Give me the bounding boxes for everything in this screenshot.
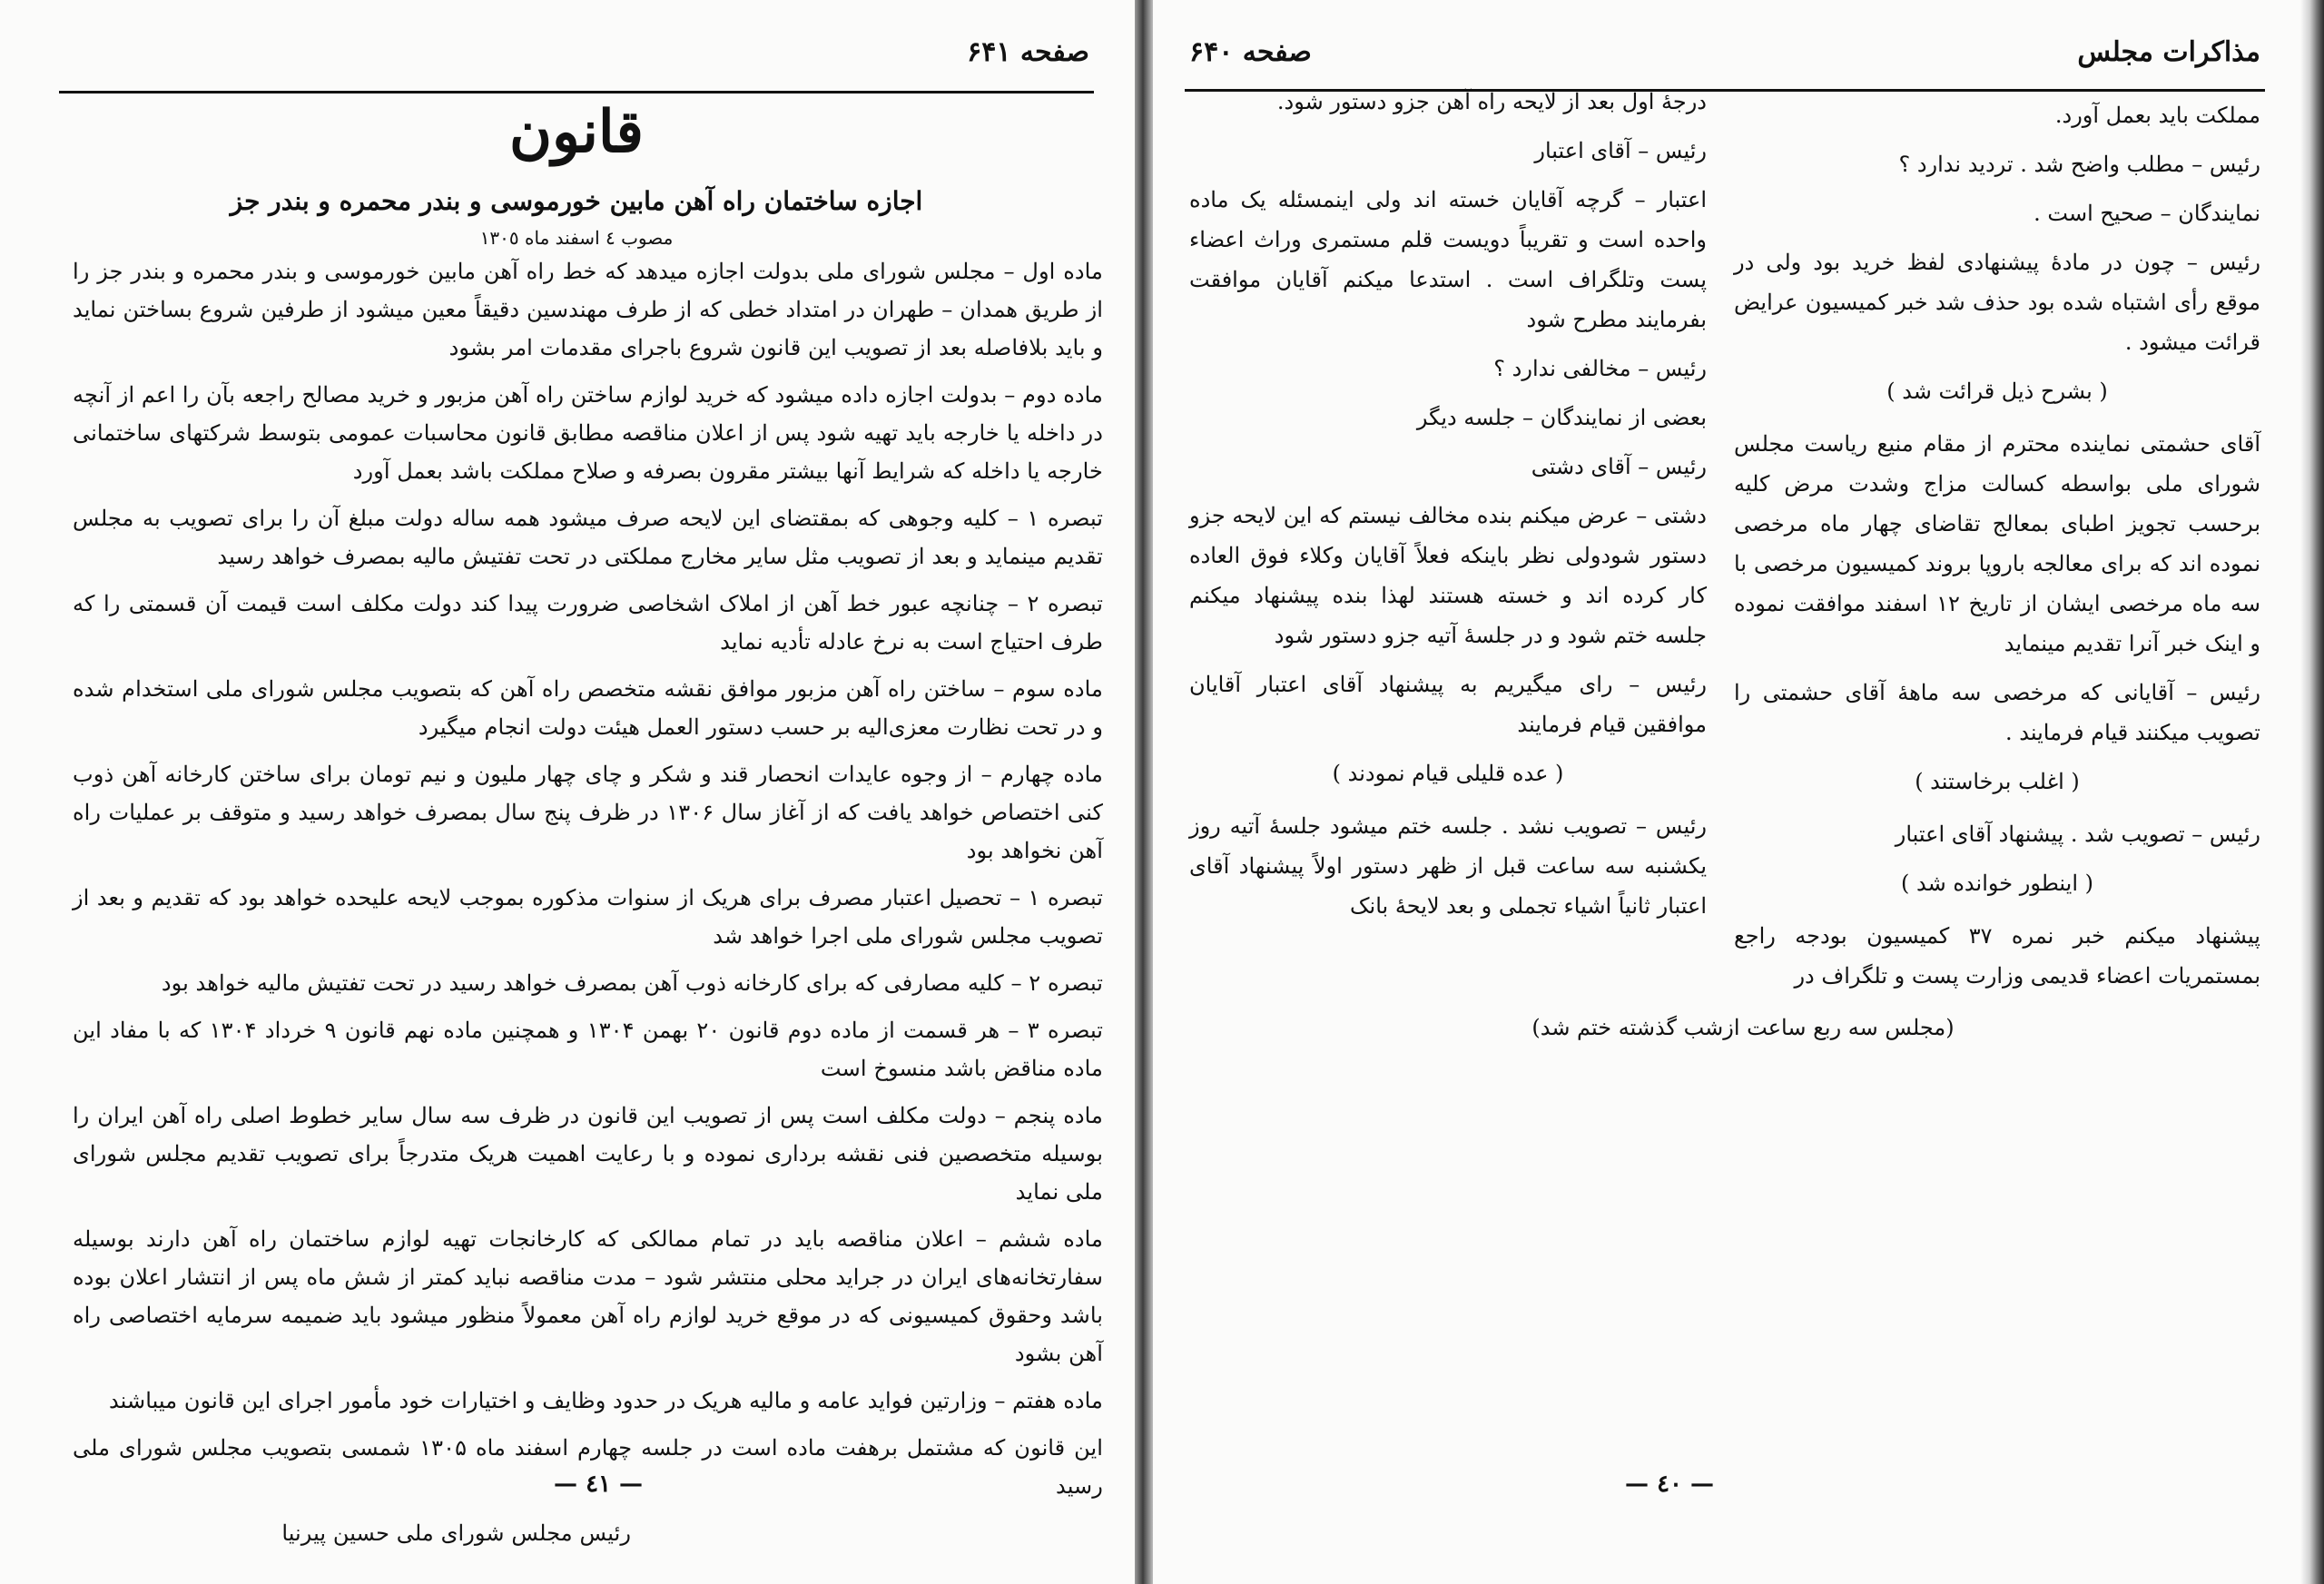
transcript-line: رئیس – تصویب شد . پیشنهاد آقای اعتبار — [1895, 822, 2260, 847]
transcript-column-left — [1189, 82, 1707, 1017]
stage-direction: ( عده قلیلی قیام نمودند ) — [1332, 761, 1564, 786]
transcript-line: آقای حشمتی نماینده محترم از مقام منیع ریاست مجلس شورای ملی بواسطه کسالت مزاج وشدت مرض کلیه برحسب تجویز اطبای بمعالج تقاضای چهار ماه مرخصی نموده اند که برای معالجه باروپا بروند کمیسیون مرخصی با سه ماه مرخصی ایشان از تاریخ ۱۲ اسفند موافقت نموده و اینک خبر آنرا تقدیم مینماید — [1734, 431, 2260, 656]
left-page-footer: — ٤١ — — [554, 1471, 644, 1498]
law-approval-date: مصوب ٤ اسفند ماه ١٣٠٥ — [479, 227, 674, 249]
stage-direction: ( بشرح ذیل قرائت شد ) — [1886, 379, 2108, 404]
law-article: ماده دوم – بدولت اجازه داده میشود که خرید لوازم ساختن راه آهن مزبور و خرید مصالح راجعه بآن را اعم از آنچه در داخله یا خارجه باید تهیه شود پس از اعلان مناقصه مطابق قانون محاسبات عمومی بتوسط شرکتهای ساختمانی خارجه یا داخله که شرایط آنها بیشتر مقرون بصرفه و صلاح مملکت باشد بعمل آورد — [73, 382, 1103, 484]
law-article: ماده چهارم – از وجوه عایدات انحصار قند و شکر و چای چهار ملیون و نیم تومان برای ساختن کارخانه آهن ذوب کنی اختصاص خواهد یافت که از آغاز سال ۱۳۰۶ در ظرف پنج سال بمصرف خواهد رسید و متوقف بر عملیات راه آهن نخواهد بود — [73, 762, 1103, 863]
left-page — [0, 0, 1135, 1584]
transcript-column-right — [1734, 95, 2260, 1012]
law-note: تبصره ۳ – هر قسمت از ماده دوم قانون ۲۰ بهمن ۱۳۰۴ و همچنین ماده نهم قانون ۹ خرداد ۱۳۰۴ که با مفاد این ماده مناقض باشد منسوخ است — [73, 1018, 1104, 1081]
right-page-header — [1189, 36, 2260, 68]
law-article: ماده اول – مجلس شورای ملی بدولت اجازه میدهد که خط راه آهن مابین خورموسی و بندر محمره و بندر جز را از طریق همدان – طهران در امتداد خطی که از طرف مهندسین دقیقاً معین میشود از طرفین شروع بساختن نماید و باید بلافاصله بعد از تصویب این قانون شروع باجرای مقدمات امر بشود — [73, 259, 1103, 360]
transcript-line: دشتی – عرض میکنم بنده مخالف نیستم که این لایحه جزو دستور شودولی نظر باینکه فعلاً آقایان وکلاء فوق العاده کار کرده اند و خسته هستند لهذا بنده پیشنهاد میکنم جلسه ختم شود و در جلسهٔ آتیه جزو دستور شود — [1189, 503, 1707, 648]
law-article: ماده پنجم – دولت مکلف است پس از تصویب این قانون در ظرف سه سال سایر خطوط اصلی راه آهن ایران را بوسیله متخصصین فنی نقشه برداری نموده و با رعایت اهمیت هریک متدرجاً برای تصویب تقدیم مجلس شورای ملی نماید — [73, 1103, 1103, 1205]
transcript-line: رئیس – تصویب نشد . جلسه ختم میشود جلسهٔ آتیه روز یکشنبه سه ساعت قبل از ظهر دستور اولاً پیشنهاد آقای اعتبار ثانیاً اشیاء تجملی و بعد لایحهٔ بانک — [1189, 813, 1707, 919]
right-page-footer: — ٤٠ — — [1625, 1471, 1715, 1498]
transcript-line: نمایندگان – صحیح است . — [2034, 201, 2260, 226]
transcript-line: مملکت باید بعمل آورد. — [2054, 103, 2260, 128]
law-title: قانون — [509, 98, 644, 166]
law-note: تبصره ۱ – تحصیل اعتبار مصرف برای هریک از سنوات مذکوره بموجب لایحه علیحده خواهد بود که تقدیم و بعد از تصویب مجلس شورای ملی اجرا خواهد شد — [73, 885, 1103, 949]
transcript-line: درجهٔ اول بعد از لایحه راه آهن جزو دستور شود. — [1276, 89, 1707, 114]
left-page-number: صفحه ۶۴۱ — [967, 36, 1089, 68]
session-closing-note: (مجلس سه ربع ساعت ازشب گذشته ختم شد) — [1531, 1015, 1955, 1040]
transcript-line: رئیس – آقای اعتبار — [1534, 138, 1707, 163]
law-body — [73, 252, 1104, 1546]
law-subtitle: اجازه ساختمان راه آهن مابین خورموسی و بندر محمره و بندر جز — [230, 186, 923, 216]
header-divider — [59, 91, 1094, 93]
law-note: تبصره ۲ – چنانچه عبور خط آهن از املاک اشخاصی ضرورت پیدا کند دولت مکلف است قیمت آن قسمتی را که طرف احتیاج است به نرخ عادله تأدیه نماید — [73, 591, 1103, 654]
book-gutter — [1135, 0, 1153, 1584]
transcript-line: رئیس – مخالفی ندارد ؟ — [1493, 356, 1707, 381]
transcript-line: اعتبار – گرچه آقایان خسته اند ولی اینمسئله یک ماده واحده است و تقریباً دویست قلم مستمری وراث اعضاء پست وتلگراف است . استدعا میکنم آقایان موافقت بفرمایند مطرح شود — [1189, 187, 1707, 332]
page-edge-shadow — [2300, 0, 2324, 1584]
right-page-title: مذاکرات مجلس — [2077, 36, 2260, 68]
law-enactment-note: این قانون که مشتمل برهفت ماده است در جلسه چهارم اسفند ماه ۱۳۰۵ شمسی بتصویب مجلس شورای ملی رسید — [73, 1435, 1103, 1499]
left-page-header — [64, 36, 1089, 68]
right-page-number: صفحه ۶۴۰ — [1189, 36, 1312, 68]
transcript-line: رئیس – آقایانی که مرخصی سه ماههٔ آقای حشمتی را تصویب میکنند قیام فرمایند . — [1734, 680, 2260, 745]
law-signature: رئیس مجلس شورای ملی حسین پیرنیا — [281, 1520, 631, 1546]
stage-direction: ( اینطور خوانده شد ) — [1901, 871, 2093, 896]
law-article: ماده ششم – اعلان مناقصه باید در تمام ممالکی که کارخانجات تهیه لوازم ساختمان راه آهن دارند بوسیله سفارتخانه‌های ایران در جراید محلی منتشر شود – مدت مناقصه نباید کمتر از شش ماه پس از انتشار اعلان بوده باشد وحقوق کمیسیونی که در موقع خرید لوازم راه آهن معمولاً منظور میشود باید ضمیمه سرمایه اختصاصی راه آهن بشود — [73, 1226, 1103, 1366]
law-note: تبصره ۱ – کلیه وجوهی که بمقتضای این لایحه صرف میشود همه ساله دولت مبلغ آن را برای تصویب به مجلس تقدیم مینماید و بعد از تصویب مثل سایر مخارج مملکتی در تحت تفتیش مالیه بمصرف خواهد رسید — [73, 506, 1103, 569]
transcript-line: رئیس – مطلب واضح شد . تردید ندارد ؟ — [1898, 152, 2260, 177]
transcript-line: بعضی از نمایندگان – جلسه دیگر — [1416, 405, 1707, 430]
transcript-line: رئیس – رای میگیریم به پیشنهاد آقای اعتبار آقایان موافقین قیام فرمایند — [1189, 672, 1707, 737]
transcript-line: رئیس – آقای دشتی — [1531, 454, 1707, 479]
law-article: ماده هفتم – وزارتین فواید عامه و مالیه هریک در حدود وظایف و اختیارات خود مأمور اجرای این قانون میباشند — [108, 1388, 1103, 1413]
transcript-line: رئیس – چون در مادهٔ پیشنهادی لفظ خرید بود ولی در موقع رأی اشتباه شده بود حذف شد خبر کمیسیون عرایض قرائت میشود . — [1734, 250, 2260, 355]
law-article: ماده سوم – ساختن راه آهن مزبور موافق نقشه متخصص راه آهن که بتصویب مجلس شورای ملی استخدام شده و در تحت نظارت معزی‌الیه بر حسب دستور العمل هیئت دولت انجام میگیرد — [73, 676, 1103, 740]
law-note: تبصره ۲ – کلیه مصارفی که برای کارخانه ذوب آهن بمصرف خواهد رسید در تحت تفتیش مالیه خواهد بود — [161, 970, 1103, 996]
transcript-line: پیشنهاد میکنم خبر نمره ۳۷ کمیسیون بودجه راجع بمستمریات اعضاء قدیمی وزارت پست و تلگراف در — [1734, 923, 2260, 989]
stage-direction: ( اغلب برخاستند ) — [1915, 769, 2080, 794]
right-page — [1153, 0, 2324, 1584]
